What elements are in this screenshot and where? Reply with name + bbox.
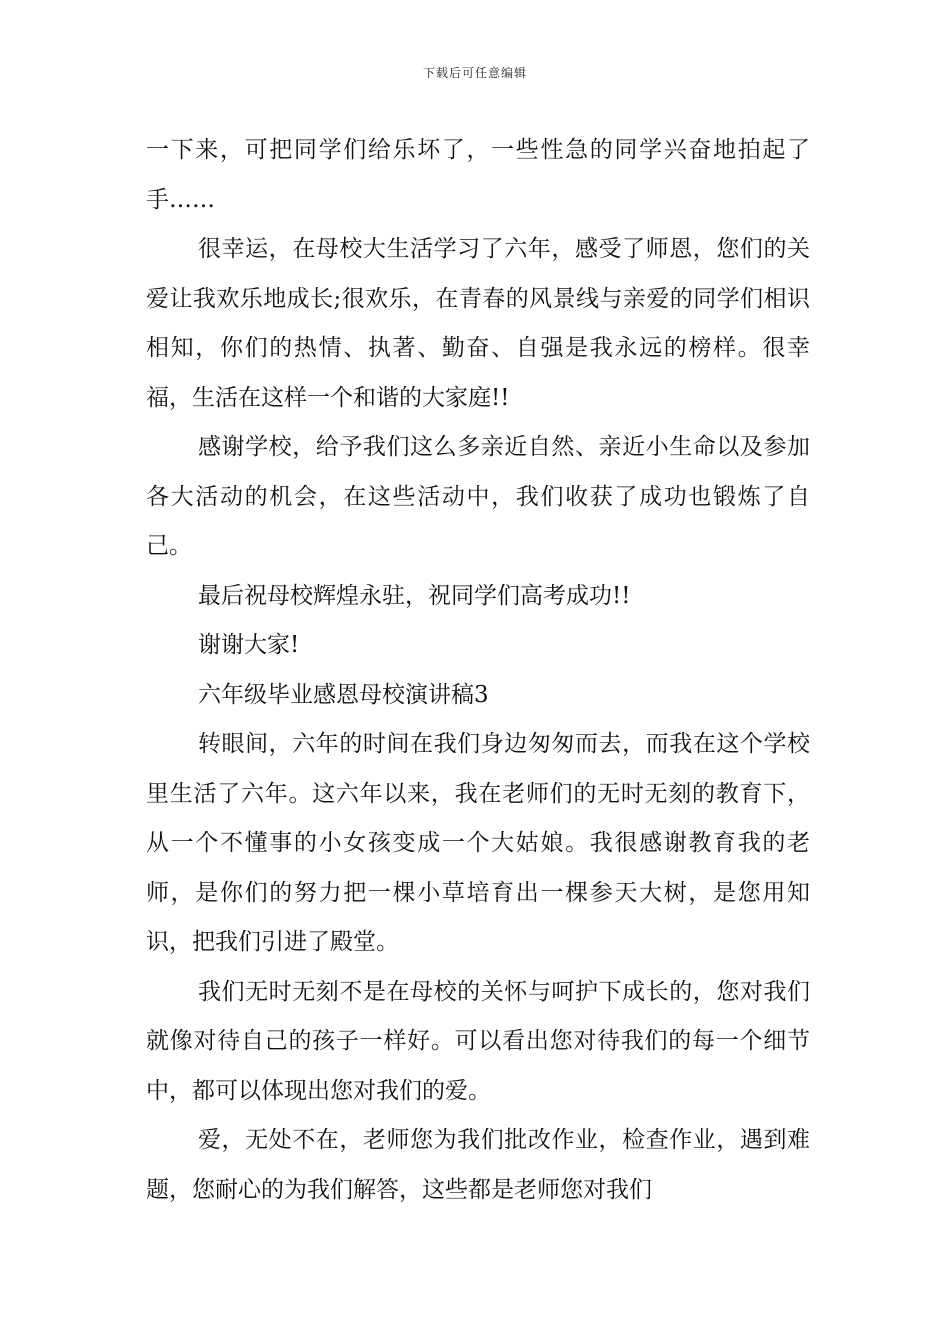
section-title: 六年级毕业感恩母校演讲稿3 <box>198 681 489 708</box>
page-header: 下载后可任意编辑 <box>422 66 527 80</box>
paragraph: 转眼间，六年的时间在我们身边匆匆而去，而我在这个学校里生活了六年。这六年以来，我在老师们的无时无刻的教育下，从一个不懂事的小女孩变成一个大姑娘。我很感谢教育我的老师，是你们的努力把一棵小草培育出一棵参天大树，是您用知识，把我们引进了殿堂。 <box>146 731 810 955</box>
document-body <box>146 126 810 1215</box>
paragraph: 最后祝母校辉煌永驻，祝同学们高考成功!! <box>198 582 631 609</box>
paragraph: 我们无时无刻不是在母校的关怀与呵护下成长的，您对我们就像对待自己的孩子一样好。可以看出您对待我们的每一个细节中，都可以体现出您对我们的爱。 <box>146 978 810 1104</box>
paragraph: 爱，无处不在，老师您为我们批改作业，检查作业，遇到难题，您耐心的为我们解答，这些都是老师您对我们 <box>146 1127 810 1203</box>
paragraph: 感谢学校，给予我们这么多亲近自然、亲近小生命以及参加各大活动的机会，在这些活动中，我们收获了成功也锻炼了自己。 <box>146 434 810 559</box>
paragraph: 谢谢大家! <box>198 632 300 658</box>
paragraph-continuation: 一下来，可把同学们给乐坏了，一些性急的同学兴奋地拍起了手…… <box>146 137 810 213</box>
paragraph: 很幸运，在母校大生活学习了六年，感受了师恩，您们的关爱让我欢乐地成长;很欢乐，在青春的风景线与亲爱的同学们相识相知，你们的热情、执著、勤奋、自强是我永远的榜样。很幸福，生活在这样一个和谐的大家庭!! <box>146 236 810 411</box>
